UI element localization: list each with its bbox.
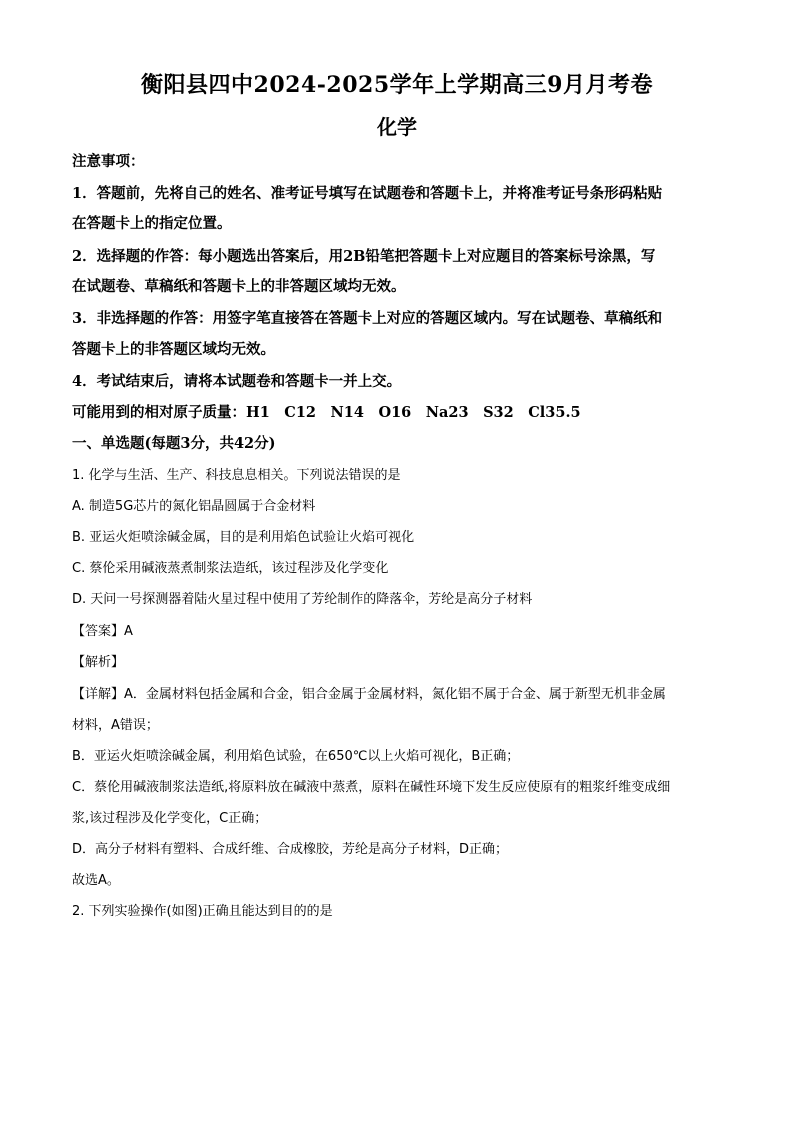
detail-line: 材料，A错误； — [72, 718, 159, 733]
detail-line: 【详解】A．金属材料包括金属和合金，铝合金属于金属材料，氮化铝不属于合金、属于新型无机非金属 — [72, 687, 666, 702]
note-line: 2．选择题的作答：每小题选出答案后，用2B铅笔把答题卡上对应题目的答案标号涂黑，写 — [72, 248, 656, 265]
detail-line: D．高分子材料有塑料、合成纤维、合成橡胶，芳纶是高分子材料，D正确； — [72, 842, 509, 857]
option-b: B. 亚运火炬喷涂碱金属，目的是利用焰色试验让火焰可视化 — [72, 530, 415, 545]
option-c: C. 蔡伦采用碱液蒸煮制浆法造纸，该过程涉及化学变化 — [72, 561, 389, 576]
section-heading: 一、单选题(每题3分，共42分) — [72, 435, 276, 452]
detail-line: C．蔡伦用碱液制浆法造纸,将原料放在碱液中蒸煮，原料在碱性环境下发生反应使原有的粗浆纤维变成细 — [72, 780, 671, 795]
detail-line: B．亚运火炬喷涂碱金属，利用焰色试验，在650℃以上火焰可视化，B正确； — [72, 749, 520, 764]
detail-line: 浆,该过程涉及化学变化，C正确； — [72, 811, 268, 826]
note-line: 4．考试结束后，请将本试题卷和答题卡一并上交。 — [72, 373, 402, 390]
note-line: 在答题卡上的指定位置。 — [72, 215, 232, 232]
note-line: 1．答题前，先将自己的姓名、准考证号填写在试题卷和答题卡上，并将准考证号条形码粘贴 — [72, 185, 663, 202]
atomic-masses: 可能用到的相对原子质量：H1 C12 N14 O16 Na23 S32 Cl35.5 — [72, 404, 581, 421]
note-line: 答题卡上的非答题区域均无效。 — [72, 341, 275, 358]
question-stem: 1. 化学与生活、生产、科技息息相关。下列说法错误的是 — [72, 468, 401, 483]
question-stem: 2. 下列实验操作(如图)正确且能达到目的的是 — [72, 904, 333, 919]
analysis-label: 【解析】 — [72, 655, 125, 670]
note-line: 在试题卷、草稿纸和答题卡上的非答题区域均无效。 — [72, 278, 406, 295]
notes-heading: 注意事项： — [72, 153, 145, 170]
exam-title: 衡阳县四中2024-2025学年上学期高三9月月考卷 — [141, 72, 653, 98]
note-line: 3．非选择题的作答：用签字笔直接答在答题卡上对应的答题区域内。写在试题卷、草稿纸和 — [72, 310, 663, 327]
subject-title: 化学 — [377, 115, 417, 139]
option-d: D. 天问一号探测器着陆火星过程中使用了芳纶制作的降落伞，芳纶是高分子材料 — [72, 592, 533, 607]
detail-line: 故选A。 — [72, 873, 120, 888]
option-a: A. 制造5G芯片的氮化铝晶圆属于合金材料 — [72, 499, 316, 514]
answer-line: 【答案】A — [72, 624, 133, 639]
